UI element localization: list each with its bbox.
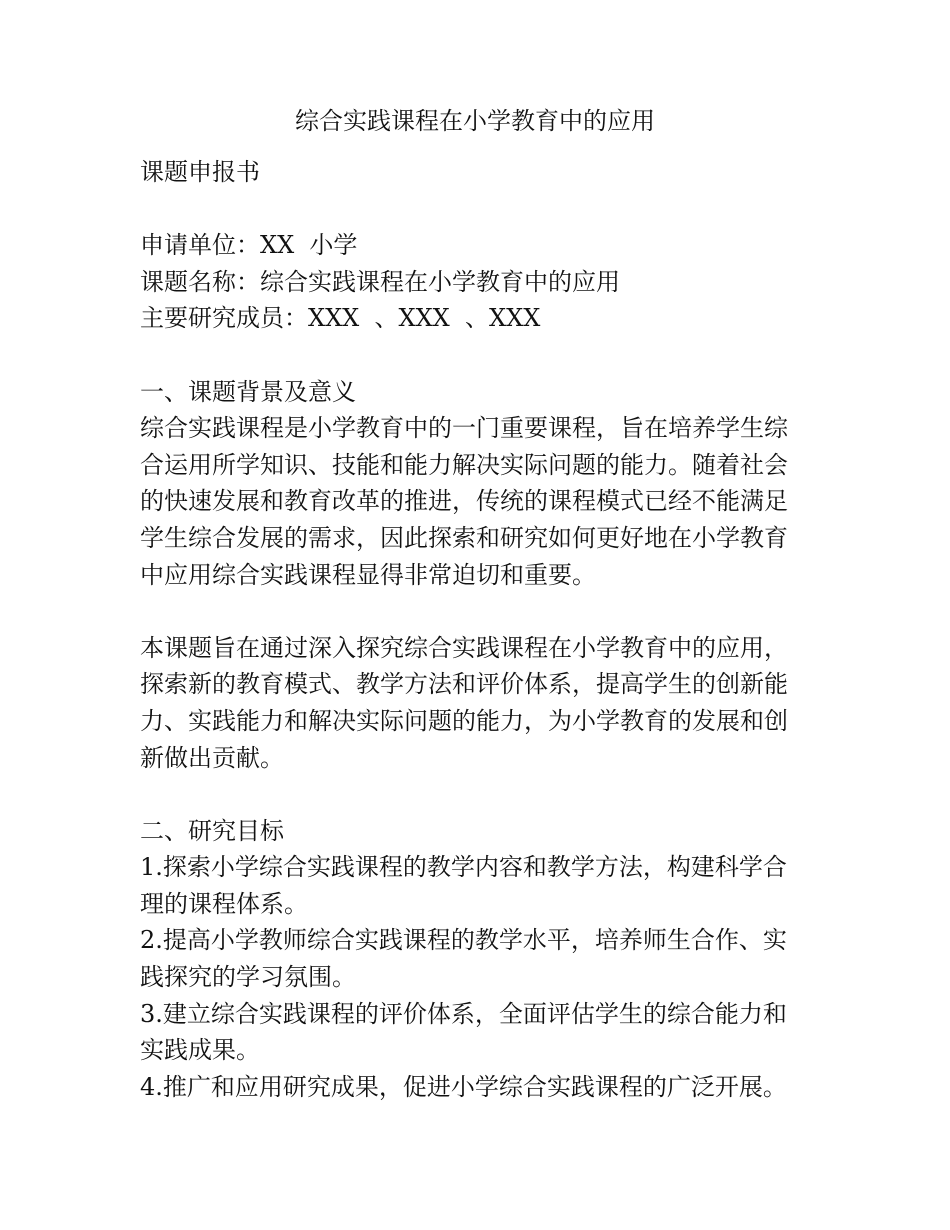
goal-line: 4.推广和应用研究成果，促进小学综合实践课程的广泛开展。 — [140, 1072, 787, 1101]
topic-name: 课题名称：综合实践课程在小学教育中的应用 — [140, 267, 620, 296]
research-members: 主要研究成员：XXX 、XXX 、XXX — [140, 304, 541, 333]
document-subtitle: 课题申报书 — [140, 158, 260, 186]
goal-line: 2.提高小学教师综合实践课程的教学水平，培养师生合作、实 — [140, 926, 787, 955]
blank-line — [140, 191, 820, 228]
paragraph-line: 中应用综合实践课程显得非常迫切和重要。 — [140, 560, 596, 589]
paragraph-line: 合运用所学知识、技能和能力解决实际问题的能力。随着社会 — [140, 450, 788, 479]
paragraph-line: 新做出贡献。 — [140, 743, 284, 772]
paragraph-line: 本课题旨在通过深入探究综合实践课程在小学教育中的应用， — [140, 633, 788, 662]
applicant-unit: 申请单位：XX 小学 — [140, 231, 358, 260]
paragraph-line: 的快速发展和教育改革的推进，传统的课程模式已经不能满足 — [140, 487, 788, 516]
document-body — [140, 154, 820, 1105]
paragraph-line: 探索新的教育模式、教学方法和评价体系，提高学生的创新能 — [140, 670, 788, 699]
goal-line: 1.探索小学综合实践课程的教学内容和教学方法，构建科学合 — [140, 853, 787, 882]
paragraph-line: 学生综合发展的需求，因此探索和研究如何更好地在小学教育 — [140, 523, 788, 552]
paragraph-line: 综合实践课程是小学教育中的一门重要课程，旨在培养学生综 — [140, 414, 788, 443]
blank-line — [140, 337, 820, 374]
blank-line — [140, 776, 820, 813]
section-heading-background: 一、课题背景及意义 — [140, 377, 356, 406]
goal-line: 实践成果。 — [140, 1036, 260, 1065]
paragraph-line: 力、实践能力和解决实际问题的能力，为小学教育的发展和创 — [140, 706, 788, 735]
blank-line — [140, 593, 820, 630]
goal-line: 理的课程体系。 — [140, 889, 308, 918]
goal-line: 践探究的学习氛围。 — [140, 963, 356, 992]
goal-line: 3.建立综合实践课程的评价体系，全面评估学生的综合能力和 — [140, 999, 787, 1028]
document-title: 综合实践课程在小学教育中的应用 — [295, 107, 655, 135]
section-heading-goals: 二、研究目标 — [140, 816, 284, 845]
